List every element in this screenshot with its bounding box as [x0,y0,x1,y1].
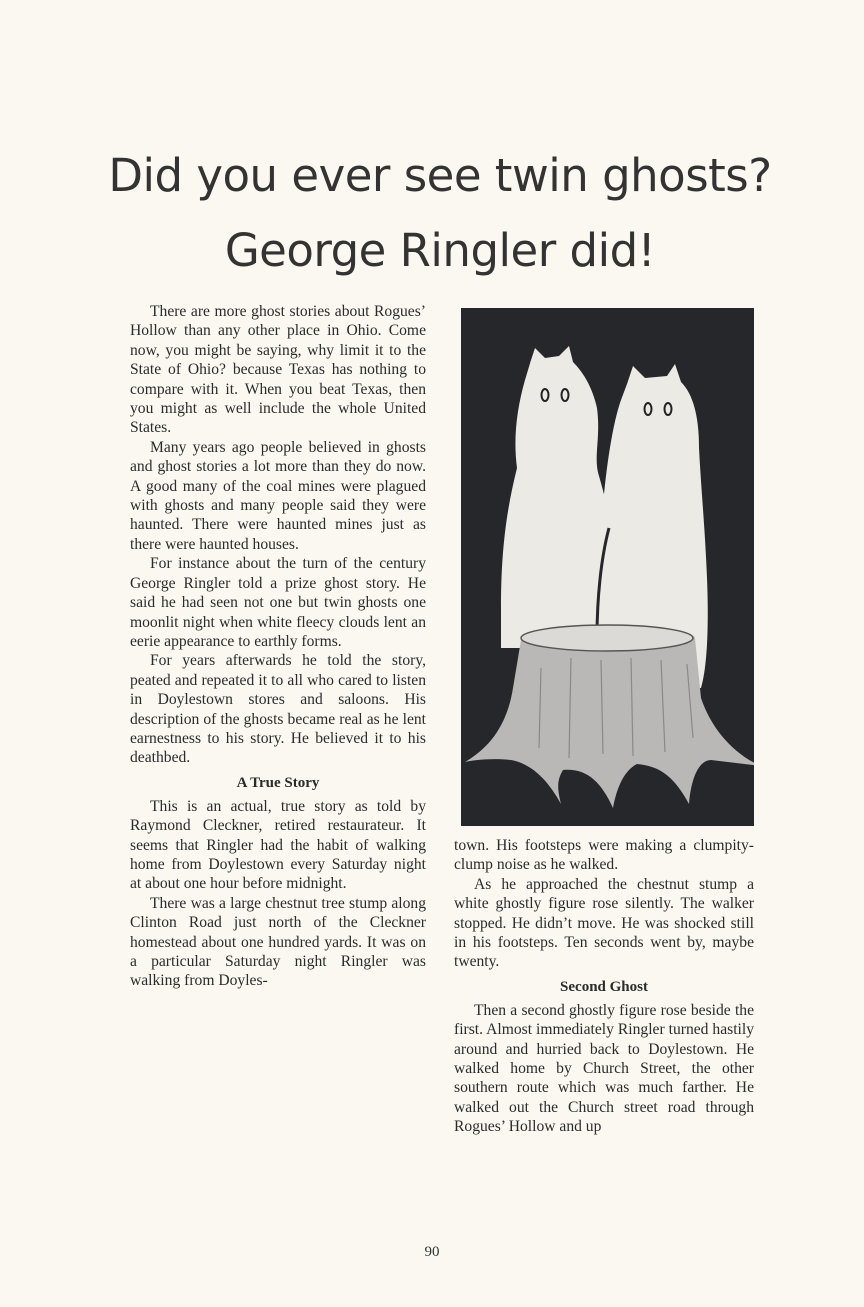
paragraph: There are more ghost stories about Rogues’ Hollow than any other place in Ohio. Come now, you might be saying, why limit it to the State of Ohio? because Texas has nothing to compare with it. When you beat Texas, then you might as well include the whole United States. [130,303,426,437]
paragraph: For instance about the turn of the century George Ringler told a prize ghost story. He said he had seen not one but twin ghosts one moonlit night when white fleecy clouds lent an eerie appearance to earthly forms. [130,555,426,650]
article-title [60,138,820,288]
paragraph: This is an actual, true story as told by Raymond Cleckner, retired restaurateur. It seems that Ringler had the habit of walking home from Doylestown every Saturday night at about one hour before midnight. [130,797,426,893]
section-heading-second-ghost: Second Ghost [560,978,648,995]
section-heading-true-story: A True Story [236,774,320,791]
title-line-1: Did you ever see twin ghosts? [108,149,772,202]
paragraph: For years afterwards he told the story, peated and repeated it to all who cared to listen in Doylestown stores and saloons. His description of the ghosts became real as he lent earnestness to his story. He believed it to his deathbed. [130,652,426,767]
twin-ghosts-on-stump-illustration [461,308,754,826]
paragraph: As he approached the chestnut stump a white ghostly figure rose silently. The walker stopped. He didn’t move. He was shocked still in his footsteps. Ten seconds went by, maybe twenty. [454,875,754,971]
ghost-illustration-icon [461,308,754,826]
title-line-2: George Ringler did! [224,224,656,277]
paragraph: There was a large chestnut tree stump along Clinton Road just north of the Cleckner homestead about one hundred yards. It was on a particular Saturday night Ringler was walking from Doyles- [130,894,426,990]
paragraph: Then a second ghostly figure rose beside the first. Almost immediately Ringler turned hastily around and hurried back to Doylestown. He walked home by Church Street, the other southern route which was much farther. He walked out the Church street road through Rogues’ Hollow and up [454,1001,754,1136]
page-number: 90 [424,1244,440,1260]
paragraph: Many years ago people believed in ghosts and ghost stories a lot more than they do now. A good many of the coal mines were plagued with ghosts and many people said they were haunted. There were haunted mines just as there were haunted houses. [130,438,426,553]
right-column [454,836,754,1137]
paragraph: town. His footsteps were making a clumpity-clump noise as he walked. [454,837,754,874]
stump-top [521,625,693,651]
left-column [130,302,426,991]
